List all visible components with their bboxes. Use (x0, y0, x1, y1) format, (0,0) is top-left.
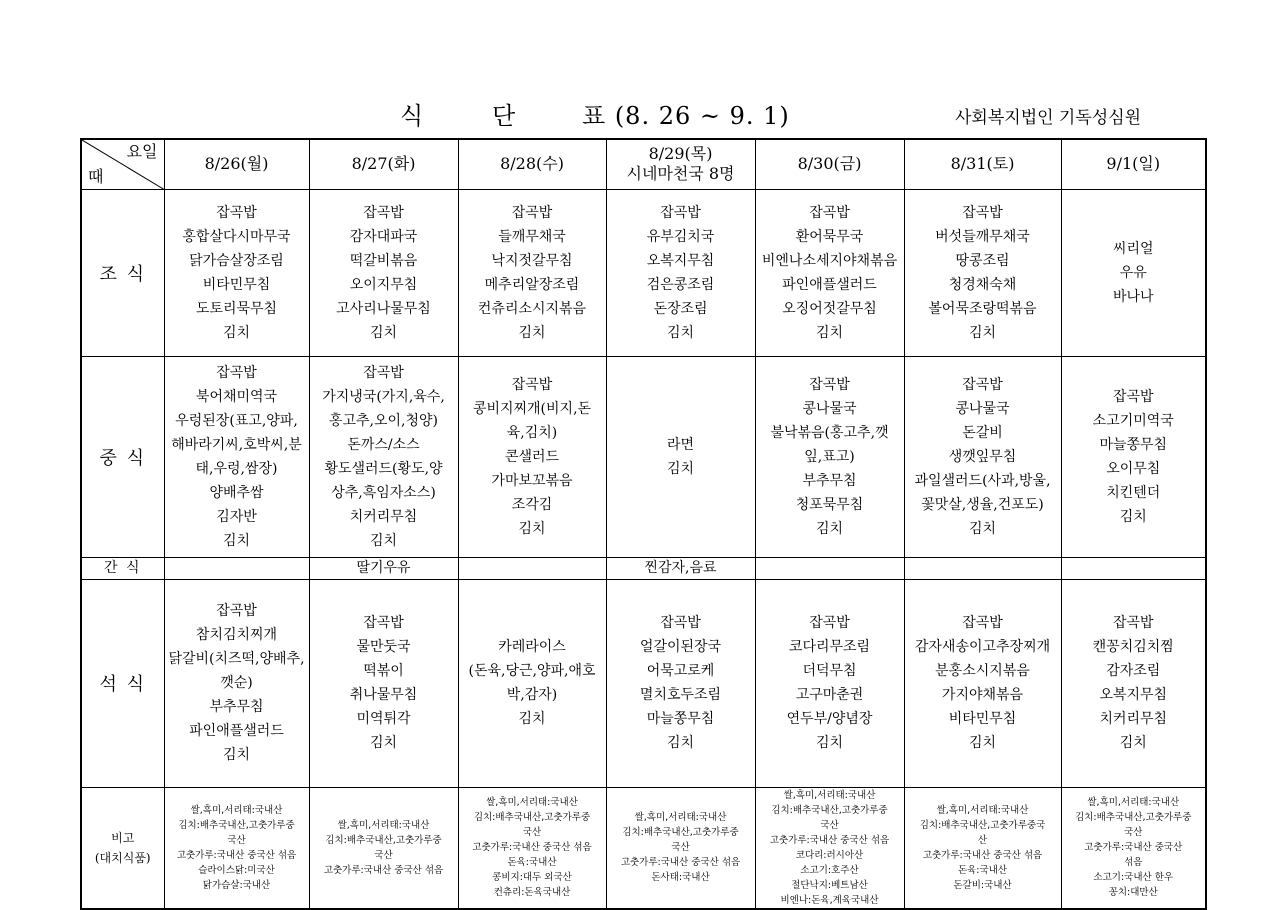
menu-cell (755, 579, 904, 787)
menu-line: 잡곡밥 (216, 603, 257, 619)
notes-cell (755, 787, 904, 909)
menu-line: 시네마천국 8명 (626, 164, 735, 184)
menu-line: 콩나물국 (955, 400, 1010, 417)
menu-line: 볼어묵조랑떡볶음 (928, 300, 1037, 317)
menu-line: 김치 (968, 324, 997, 341)
menu-line: 불낙볶음(홍고추,깻 (770, 424, 889, 441)
menu-line: 씨리얼 (1112, 240, 1154, 257)
menu-line: 유부김치국 (646, 228, 715, 245)
menu-line: 멸치호두조림 (639, 687, 722, 703)
menu-line: 고춧가루:국내산 중국산 섞음 (176, 849, 297, 861)
menu-line: 마늘쫑무침 (1099, 436, 1168, 453)
day-header (164, 139, 309, 189)
menu-line: 미역튀각 (356, 711, 411, 727)
menu-line: 청포묵무침 (795, 496, 864, 513)
menu-line: 국산 (374, 849, 393, 861)
organization-name: 사회복지법인 기독성심원 (955, 108, 1142, 128)
menu-cell (904, 356, 1061, 557)
menu-line: 돈장조림 (653, 300, 708, 317)
menu-line: 김치:배추국내산,고춧가루중 (325, 834, 442, 846)
menu-cell (309, 356, 458, 557)
menu-line: 김치:배추국내산,고춧가루중 (622, 827, 739, 838)
menu-line: 잡곡밥 (1112, 388, 1154, 405)
menu-line: 8/27(화) (351, 154, 416, 174)
menu-line: 돈육:국내산 (507, 857, 557, 868)
menu-line: 조각김 (511, 496, 553, 513)
menu-line: 쌀,흑미,서리태:국내산 (1087, 797, 1180, 808)
menu-line: 콩나물국 (802, 400, 857, 417)
menu-cell (1061, 356, 1206, 557)
breakfast-row (81, 189, 1206, 356)
day-header (606, 139, 755, 189)
menu-line: 콩비지:대두 외국산 (492, 872, 572, 883)
menu-line: 참치김치찌개 (195, 627, 278, 643)
menu-line: 8/29(목) (648, 144, 713, 164)
menu-line: 김치 (518, 324, 546, 341)
day-header (458, 139, 606, 189)
menu-line: 비엔나:돈육,계육국내산 (780, 894, 879, 906)
menu-line: 섞음 (1124, 857, 1143, 868)
menu-line: 부추무침 (209, 699, 264, 715)
snack-cell (904, 557, 1061, 579)
menu-line: 고춧가루:국내산 중국산 섞음 (323, 864, 444, 876)
menu-line: 국산 (671, 842, 690, 853)
menu-line: 김치 (369, 735, 398, 751)
menu-line: 잡곡밥 (216, 364, 257, 381)
menu-line: 오징어젓갈무침 (782, 300, 877, 317)
menu-line: 김치 (666, 735, 695, 751)
menu-line: 김치 (222, 747, 251, 763)
menu-cell (309, 189, 458, 356)
menu-line: 김치 (222, 532, 251, 549)
title-part-2: 단 (492, 102, 517, 130)
menu-line: 해바라기씨,호박씨,분 (171, 436, 302, 453)
header-row (81, 139, 1206, 189)
title-part-3: 표 (8. 26 ~ 9. 1) (582, 102, 790, 130)
menu-line: 땅콩조림 (955, 252, 1010, 269)
menu-line: 쌀,흑미,서리태:국내산 (337, 819, 430, 831)
menu-line: 잡곡밥 (809, 204, 850, 221)
notes-label-line: 비고 (111, 830, 135, 845)
menu-line: 잡곡밥 (962, 615, 1003, 631)
menu-line: 비타민무침 (202, 276, 271, 293)
menu-line: 오복지무침 (646, 252, 715, 269)
menu-line: 우유 (1119, 264, 1147, 281)
corner-label-day: 요일 (126, 142, 158, 161)
day-header (1061, 139, 1206, 189)
menu-line: 닭가슴살:국내산 (202, 879, 271, 891)
menu-cell (164, 579, 309, 787)
menu-line: 김치:배추국내산,고춧가루중 (771, 804, 888, 816)
menu-line: 오이무침 (1106, 460, 1161, 477)
menu-line: 비엔나소세지야채볶음 (761, 252, 898, 269)
menu-line: 쌀,흑미,서리태:국내산 (936, 804, 1029, 816)
menu-line: 검은콩조림 (646, 276, 715, 293)
menu-line: 콘샐러드 (504, 448, 560, 465)
menu-line: 치킨텐더 (1106, 484, 1161, 501)
snack-cell: 딸기우유 (309, 557, 458, 579)
menu-line: 잡곡밥 (660, 615, 701, 631)
menu-line: 국산 (522, 827, 542, 838)
menu-line: 치커리무침 (349, 508, 418, 525)
menu-line: 얼갈이된장국 (639, 639, 722, 655)
menu-line: 고춧가루:국내산 중국산 섞음 (922, 849, 1043, 861)
menu-line: 들깨무채국 (498, 228, 566, 245)
menu-cell (164, 189, 309, 356)
snack-cell: 찐감자,음료 (606, 557, 755, 579)
menu-line: 낙지젓갈무침 (491, 252, 573, 269)
menu-cell (755, 356, 904, 557)
menu-line: 김치 (666, 460, 695, 477)
menu-line: 떡볶이 (363, 663, 404, 679)
menu-cell (606, 189, 755, 356)
menu-line: 캔꽁치김치찜 (1092, 639, 1174, 655)
menu-line: 감자새송이고추장찌개 (914, 639, 1051, 655)
menu-line: 쌀,흑미,서리태:국내산 (634, 812, 727, 823)
menu-line: 돈까스/소스 (347, 436, 420, 453)
menu-line: 소고기:국내산 한우 (1093, 872, 1174, 883)
menu-line: 떡갈비볶음 (349, 252, 418, 269)
menu-line: 잡곡밥 (962, 376, 1003, 393)
menu-cell (1061, 189, 1206, 356)
menu-line: 김치 (815, 735, 844, 751)
menu-line: 잡곡밥 (1112, 615, 1154, 631)
menu-line: 치커리무침 (1099, 711, 1168, 727)
menu-line: 파인애플샐러드 (189, 723, 284, 739)
day-header (904, 139, 1061, 189)
menu-line: 김치 (518, 520, 546, 537)
menu-line: 코다리:러시아산 (795, 849, 864, 861)
menu-line: 소고기미역국 (1092, 412, 1174, 429)
meal-label-dinner: 석 식 (81, 579, 164, 787)
menu-line: 오이지무침 (349, 276, 418, 293)
menu-cell (904, 579, 1061, 787)
weekly-menu-table (80, 138, 1207, 910)
menu-cell (458, 356, 606, 557)
menu-line: 환어묵무국 (795, 228, 864, 245)
menu-line: 과일샐러드(사과,방울, (914, 472, 1051, 489)
menu-line: 슬라이스닭:미국산 (198, 864, 275, 876)
menu-line: 바나나 (1112, 288, 1154, 305)
menu-line: 가지야채볶음 (941, 687, 1024, 703)
menu-line: 쌀,흑미,서리태:국내산 (486, 797, 578, 808)
corner-cell (81, 139, 164, 189)
menu-line: 김치 (222, 324, 251, 341)
menu-line: 잡곡밥 (511, 204, 553, 221)
menu-line: 고춧가루:국내산 중국산 섞음 (472, 842, 592, 853)
snack-cell (755, 557, 904, 579)
menu-line: 잡곡밥 (660, 204, 701, 221)
menu-line: 돈사태:국내산 (651, 872, 710, 883)
menu-line: 깻순) (220, 675, 253, 691)
menu-line: 잡곡밥 (809, 376, 850, 393)
menu-line: 김치:배추국내산,고춧가루중 (473, 812, 591, 823)
menu-line: 컨츄리:돈육국내산 (493, 887, 571, 898)
menu-line: 물만둣국 (356, 639, 411, 655)
menu-line: 연두부/양념장 (786, 711, 873, 727)
menu-cell (755, 189, 904, 356)
title-part-1: 식 (400, 102, 425, 130)
menu-line: 태,우렁,쌈장) (195, 460, 278, 477)
menu-line: 홍합살다시마무국 (182, 228, 291, 245)
page-title (400, 96, 790, 131)
menu-line: 꽁치:대만산 (1108, 887, 1158, 898)
menu-line: 생깻잎무침 (948, 448, 1017, 465)
menu-line: 홍고추,오이,청양) (328, 412, 439, 429)
menu-line: 감자조림 (1106, 663, 1161, 679)
menu-cell (606, 579, 755, 787)
menu-line: 소고기:호주산 (800, 864, 859, 876)
menu-line: 가지냉국(가지,육수, (322, 388, 445, 405)
menu-line: 김치 (815, 324, 844, 341)
menu-line: 가마보꼬볶음 (491, 472, 573, 489)
menu-line: 청경채숙채 (948, 276, 1017, 293)
menu-line: 돈갈비 (962, 424, 1003, 441)
menu-line: 8/28(수) (500, 154, 564, 174)
snack-row (81, 557, 1206, 579)
menu-cell (1061, 579, 1206, 787)
menu-line: 닭갈비(치즈떡,양배추, (168, 651, 305, 667)
menu-line: 고춧가루:국내산 중국산 섞음 (769, 834, 890, 846)
menu-line: 꽃맛살,생율,건포도) (921, 496, 1044, 513)
menu-line: 9/1(일) (1106, 154, 1161, 174)
notes-row (81, 787, 1206, 909)
menu-line: 잡곡밥 (363, 364, 404, 381)
menu-line: 감자대파국 (349, 228, 418, 245)
menu-line: 황도샐러드(황도,양 (324, 460, 443, 477)
meal-label-lunch: 중 식 (81, 356, 164, 557)
notes-cell (458, 787, 606, 909)
menu-line: 어묵고로케 (646, 663, 715, 679)
menu-line: 김치 (369, 324, 398, 341)
menu-line: 비타민무침 (948, 711, 1017, 727)
menu-line: 김치:배추국내산,고춧가루중국 (919, 819, 1046, 831)
day-header (309, 139, 458, 189)
menu-line: 김치:배추국내산,고춧가루중 (178, 819, 295, 831)
menu-line: 국산 (820, 819, 839, 831)
menu-line: 분홍소시지볶음 (935, 663, 1030, 679)
menu-line: 북어채미역국 (195, 388, 278, 405)
menu-cell (606, 356, 755, 557)
menu-line: 김치 (369, 532, 398, 549)
menu-cell (458, 579, 606, 787)
day-header (755, 139, 904, 189)
dinner-row (81, 579, 1206, 787)
menu-line: 산 (977, 834, 988, 846)
menu-line: 잡곡밥 (809, 615, 850, 631)
menu-line: 콩비지찌개(비지,돈 (472, 400, 592, 417)
menu-line: 김치 (1119, 735, 1147, 751)
meal-label-snack: 간 식 (81, 557, 164, 579)
notes-cell (606, 787, 755, 909)
menu-line: 잡곡밥 (511, 376, 553, 393)
menu-line: 8/30(금) (797, 154, 862, 174)
menu-line: 컨츄리소시지볶음 (477, 300, 587, 317)
menu-line: 코다리무조림 (788, 639, 871, 655)
menu-line: 버섯들깨무채국 (935, 228, 1030, 245)
menu-line: 국산 (227, 834, 246, 846)
notes-cell (309, 787, 458, 909)
menu-line: 잡곡밥 (962, 204, 1003, 221)
menu-line: 김자반 (216, 508, 257, 525)
menu-line: 잎,표고) (804, 448, 855, 465)
menu-line: 닭가슴살장조림 (189, 252, 284, 269)
menu-line: 김치 (815, 520, 844, 537)
notes-label-line: (대치식품) (94, 850, 151, 865)
menu-line: 8/31(토) (950, 154, 1015, 174)
menu-line: 잡곡밥 (363, 615, 404, 631)
menu-line: 부추무침 (802, 472, 857, 489)
menu-line: 도토리묵무침 (195, 300, 278, 317)
menu-line: 카레라이스 (498, 639, 566, 655)
menu-line: 상추,흑임자소스) (331, 484, 436, 501)
menu-line: 양배추쌈 (209, 484, 264, 501)
notes-cell (164, 787, 309, 909)
menu-line: 마늘쫑무침 (646, 711, 715, 727)
snack-cell (164, 557, 309, 579)
menu-line: 메추리알장조림 (484, 276, 580, 293)
menu-line: 고춧가루:국내산 중국산 섞음 (620, 857, 741, 868)
menu-line: 고구마춘권 (795, 687, 864, 703)
notes-cell (1061, 787, 1206, 909)
menu-line: 쌀,흑미,서리태:국내산 (190, 804, 283, 816)
menu-line: 김치 (518, 711, 546, 727)
menu-line: 오복지무침 (1099, 687, 1168, 703)
notes-cell (904, 787, 1061, 909)
menu-line: 라면 (666, 436, 695, 453)
snack-cell (458, 557, 606, 579)
menu-line: 8/26(월) (204, 154, 269, 174)
menu-line: 돈육:국내산 (957, 864, 1008, 876)
menu-cell (309, 579, 458, 787)
notes-label (81, 787, 164, 909)
menu-line: 김치:배추국내산,고춧가루중 (1075, 812, 1192, 823)
menu-line: 고춧가루:국내산 중국산 (1084, 842, 1183, 853)
menu-cell (458, 189, 606, 356)
menu-line: 절단낙지:베트남산 (791, 879, 868, 891)
menu-line: 육,김치) (506, 424, 558, 441)
lunch-row (81, 356, 1206, 557)
menu-line: 고사리나물무침 (336, 300, 431, 317)
menu-line: 김치 (1119, 508, 1147, 525)
menu-line: 잡곡밥 (216, 204, 257, 221)
menu-line: 취나물무침 (349, 687, 418, 703)
corner-label-time: 때 (88, 166, 104, 186)
menu-line: 김치 (968, 520, 997, 537)
menu-cell (904, 189, 1061, 356)
menu-line: 김치 (666, 324, 695, 341)
menu-line: 돈갈비:국내산 (953, 879, 1012, 891)
menu-line: 국산 (1124, 827, 1143, 838)
menu-line: 쌀,흑미,서리태:국내산 (783, 789, 876, 801)
menu-cell (164, 356, 309, 557)
meal-label-breakfast: 조 식 (81, 189, 164, 356)
menu-line: 박,감자) (506, 687, 558, 703)
menu-line: 우렁된장(표고,양파, (175, 412, 298, 429)
menu-line: (돈육,당근,양파,애호 (468, 663, 596, 679)
menu-line: 잡곡밥 (363, 204, 404, 221)
menu-line: 더덕무침 (802, 663, 857, 679)
menu-line: 파인애플샐러드 (782, 276, 877, 293)
snack-cell (1061, 557, 1206, 579)
menu-line: 김치 (968, 735, 997, 751)
